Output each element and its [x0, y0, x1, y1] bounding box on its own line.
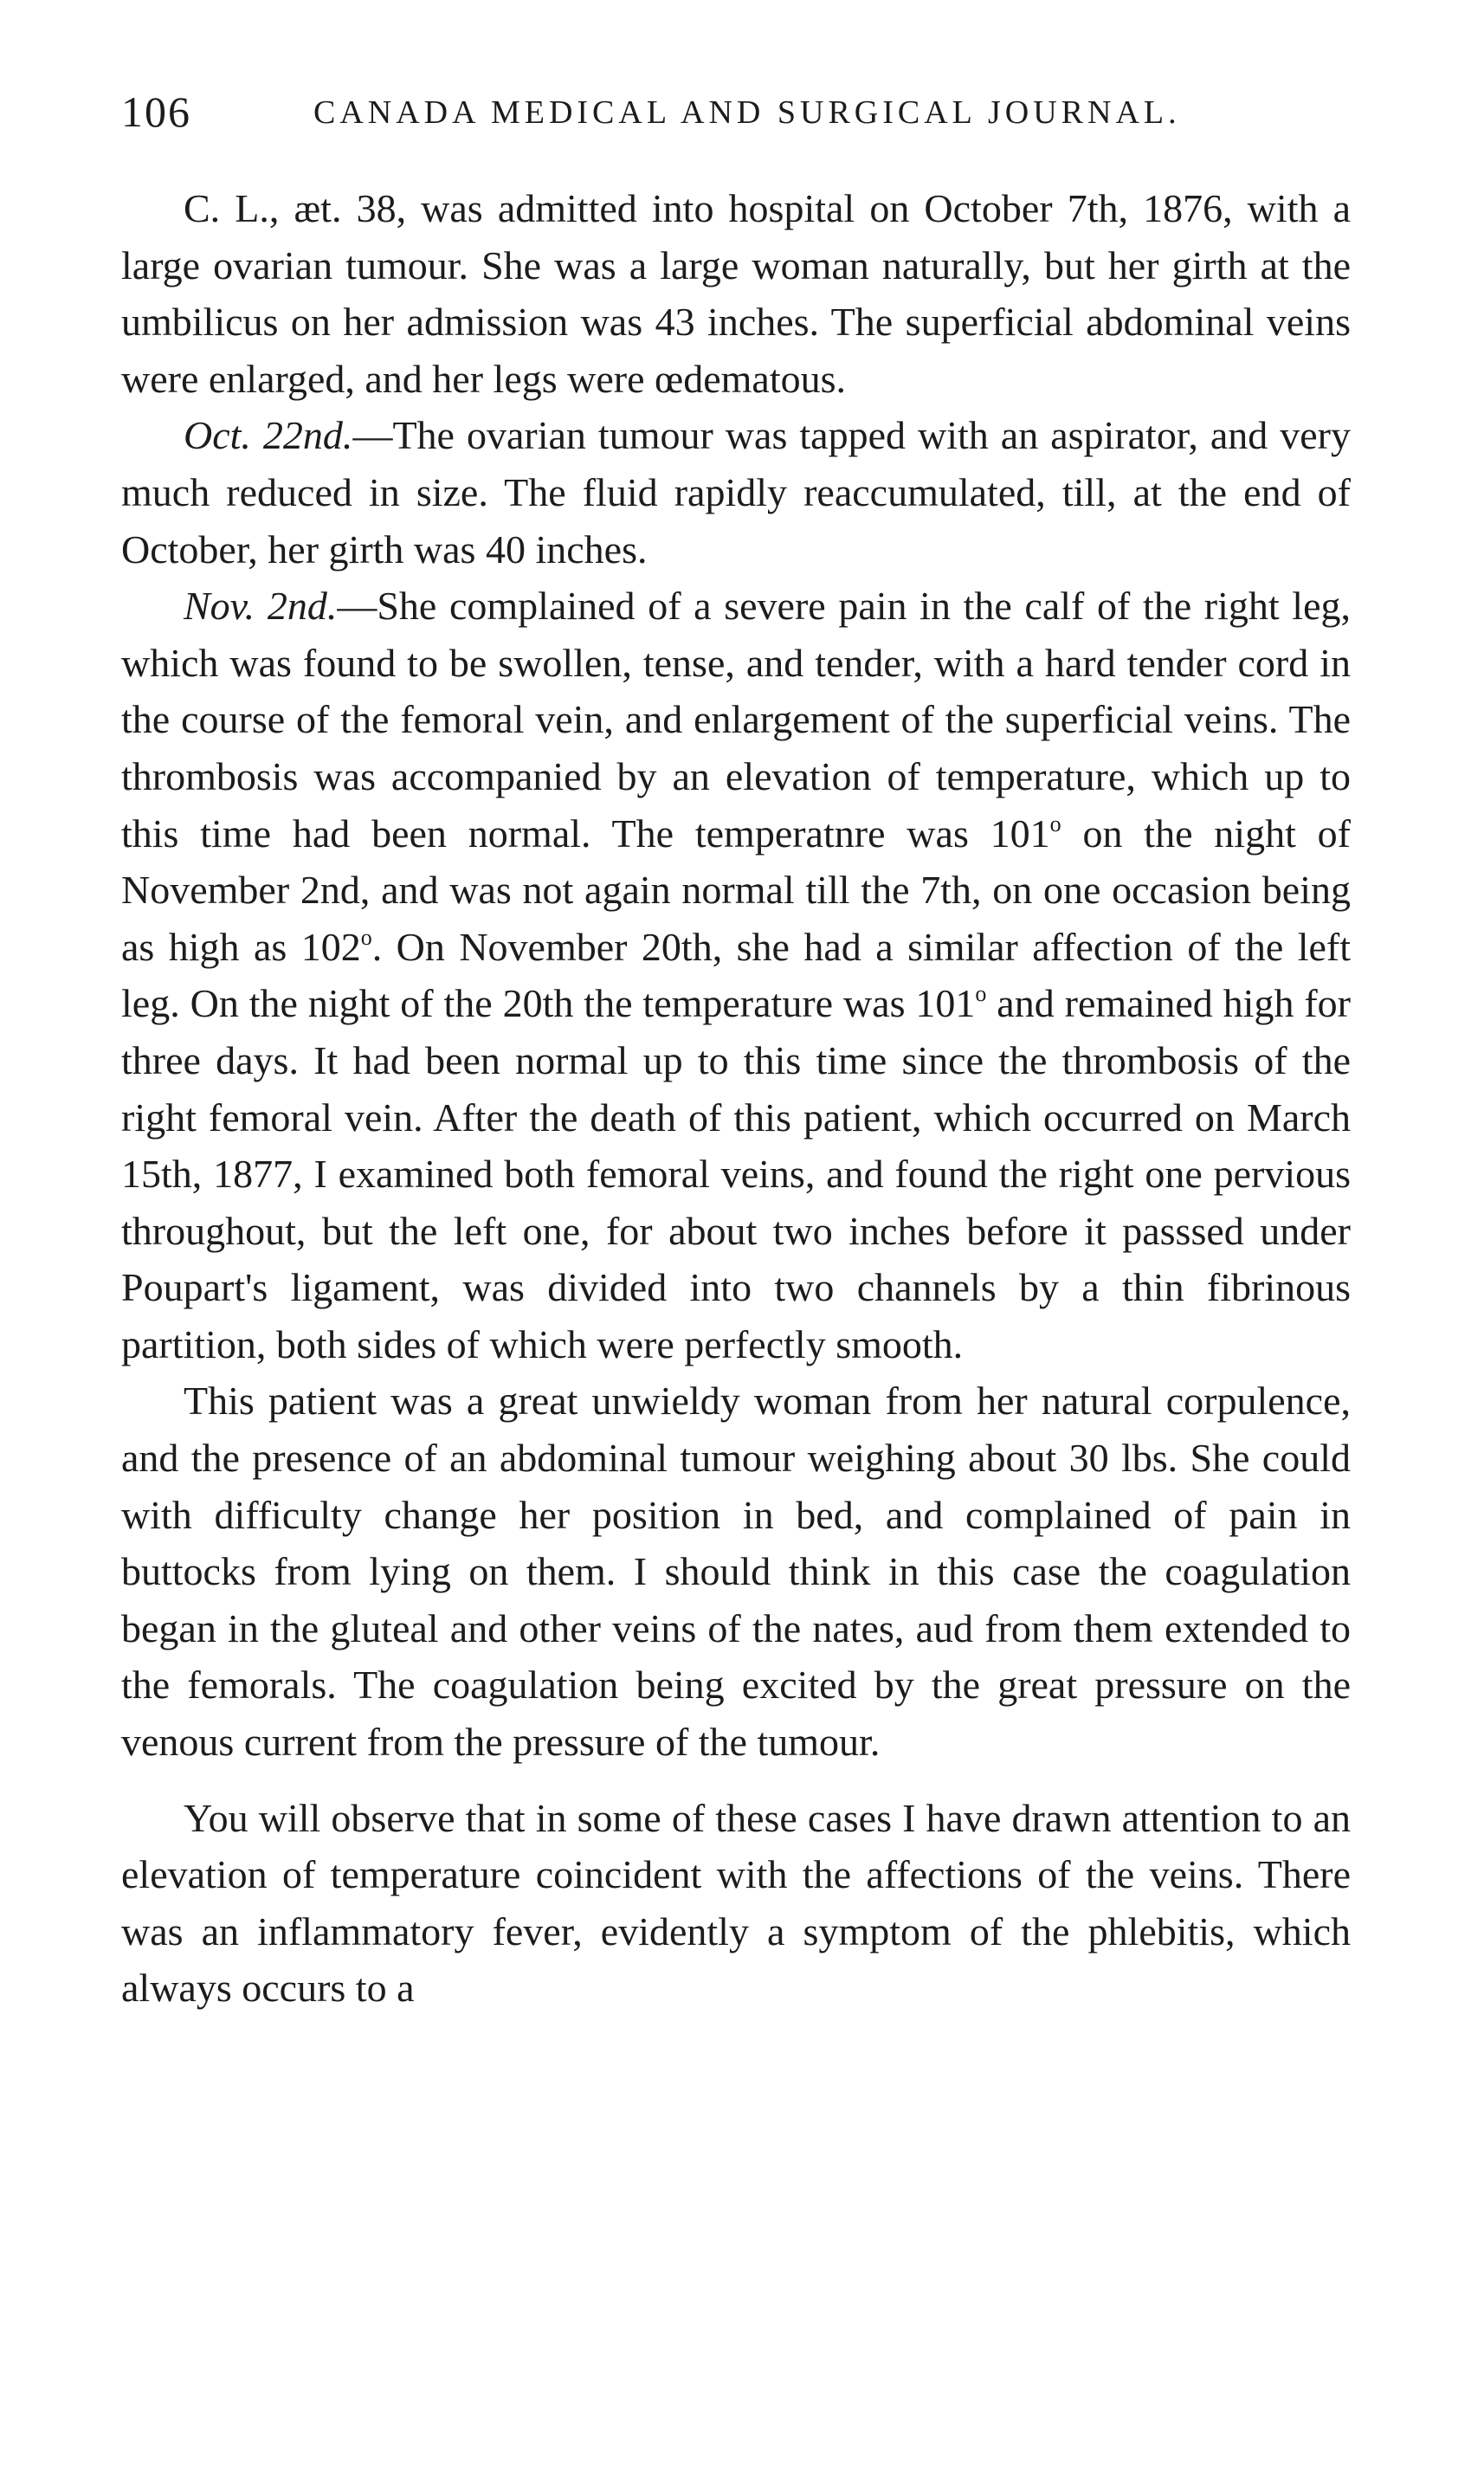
text-nov-2-c: . On November 20th, she had a similar affection of the left leg. On the night of the 20th the temperature was 101 [121, 924, 1352, 1026]
text-nov-2-b: on the night of November 2nd, and was not again normal till the 7th, on one occasion being as high as 102 [121, 810, 1351, 969]
paragraph-nov-2 [121, 578, 1351, 1372]
text-oct-22: —The ovarian tumour was tapped with an aspirator, and very much reduced in size. The fluid rapidly reaccumulated, till, at the end of October, her girth was 40 inches. [121, 413, 1351, 572]
text-nov-2-d: and remained high for three days. It had been normal up to this time since the thrombosis of the right femoral vein. After the death of this patient, which occurred on March 15th, 1877, I examined both femoral veins, and found the right one pervious throughout, but the left one, for about two inches before it passsed under Poupart's ligament, was divided into two channels by a thin fibrinous partition, both sides of which were perfectly smooth. [121, 981, 1351, 1366]
date-oct-22: Oct. 22nd. [184, 413, 353, 458]
degree-symbol: o [975, 981, 987, 1007]
date-nov-2: Nov. 2nd. [184, 584, 338, 629]
paragraph-case-intro: C. L., æt. 38, was admitted into hospital on October 7th, 1876, with a large ovarian tumour. She was a large woman naturally, but her girth at the umbilicus on her admission was 43 inches. The superficial abdominal veins were enlarged, and her legs were œdematous. [121, 186, 1351, 401]
page-number: 106 [121, 87, 191, 136]
degree-symbol: o [1049, 810, 1061, 836]
journal-page [121, 87, 1351, 2017]
paragraph-temperature-note: You will observe that in some of these cases I have drawn attention to an elevation of temperature coincident with the affections of the veins. There was an inflammatory fever, evidently a symptom of the phlebitis, which always occurs to a [121, 1795, 1351, 2011]
degree-symbol: o [360, 924, 372, 950]
text-nov-2-a: —She complained of a severe pain in the calf of the right leg, which was found to be swollen, tense, and tender, with a hard tender cord in the course of the femoral vein, and enlargement of the superficial veins. The thrombosis was accompanied by an elevation of temperature, which up to this time had been normal. The temperatnre was 101 [121, 584, 1351, 856]
journal-title: CANADA MEDICAL AND SURGICAL JOURNAL. [313, 94, 1181, 131]
running-head [121, 87, 1351, 139]
paragraph-oct-22 [121, 407, 1351, 578]
paragraph-patient-description: This patient was a great unwieldy woman from her natural corpulence, and the presence of an abdominal tumour weighing about 30 lbs. She could with difficulty change her position in bed, and complained of pain in buttocks from lying on them. I should think in this case the coagulation began in the gluteal and other veins of the nates, aud from them extended to the femorals. The coagulation being excited by the great pressure on the venous current from the pressure of the tumour. [121, 1379, 1351, 1765]
